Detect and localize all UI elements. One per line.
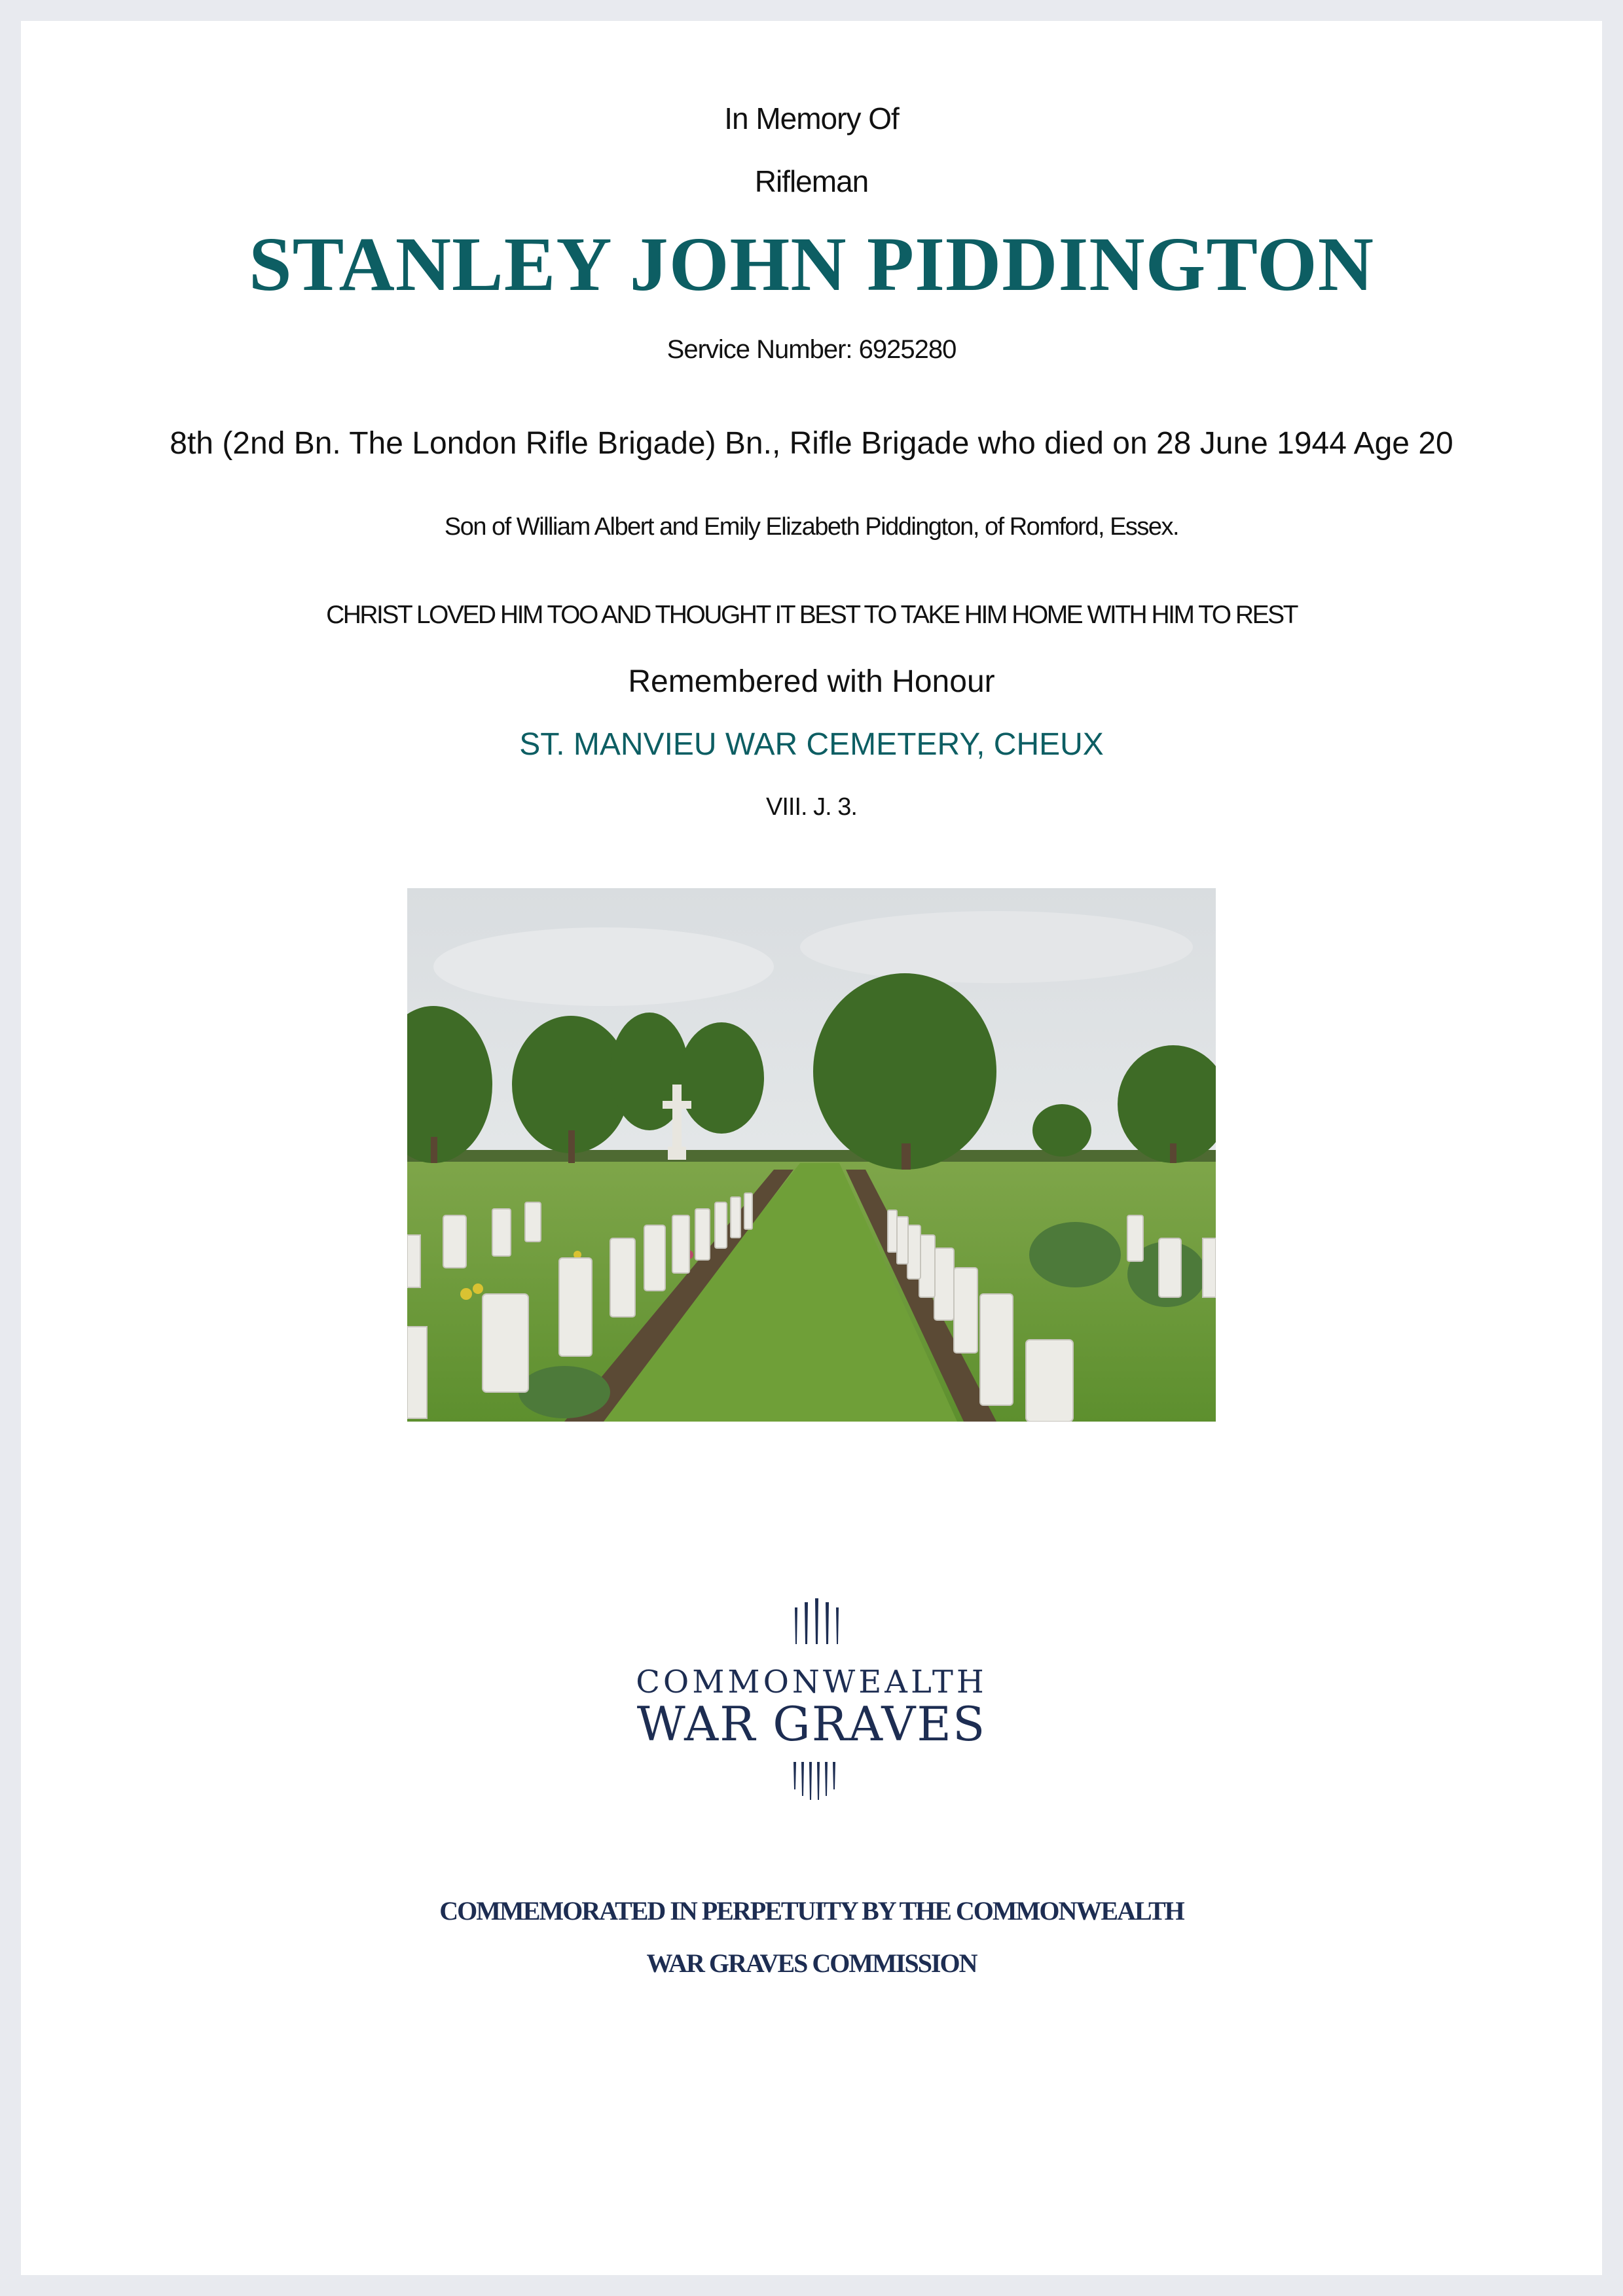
logo-bars-bottom-icon xyxy=(793,1762,835,1800)
logo-text-commonwealth: COMMONWEALTH xyxy=(636,1664,987,1700)
certificate-page xyxy=(21,21,1602,2275)
logo-text-war-graves: WAR GRAVES xyxy=(636,1696,987,1751)
cemetery-photo xyxy=(407,888,1216,1422)
remembered-text: Remembered with Honour xyxy=(628,664,995,699)
cemetery-name: ST. MANVIEU WAR CEMETERY, CHEUX xyxy=(519,727,1104,762)
logo-bars-top-icon xyxy=(795,1598,839,1644)
grave-reference: VIII. J. 3. xyxy=(766,793,857,821)
headstone-inscription: CHRIST LOVED HIM TOO AND THOUGHT IT BEST TO TAKE HIM HOME WITH HIM TO REST xyxy=(326,601,1297,629)
parents-text: Son of William Albert and Emily Elizabeth Piddington, of Romford, Essex. xyxy=(444,513,1179,541)
unit-and-death-details: 8th (2nd Bn. The London Rifle Brigade) Bn., Rifle Brigade who died on 28 June 1944 Age 20 xyxy=(170,426,1453,461)
footer-line-1: COMMEMORATED IN PERPETUITY BY THE COMMONWEALTH xyxy=(439,1896,1184,1926)
service-number: Service Number: 6925280 xyxy=(666,335,957,364)
rank-text: Rifleman xyxy=(754,164,869,198)
casualty-name: STANLEY JOHN PIDDINGTON xyxy=(249,221,1374,307)
cwgc-logo xyxy=(610,1579,1013,1801)
footer-line-2: WAR GRAVES COMMISSION xyxy=(646,1948,977,1978)
intro-text: In Memory Of xyxy=(724,101,899,135)
